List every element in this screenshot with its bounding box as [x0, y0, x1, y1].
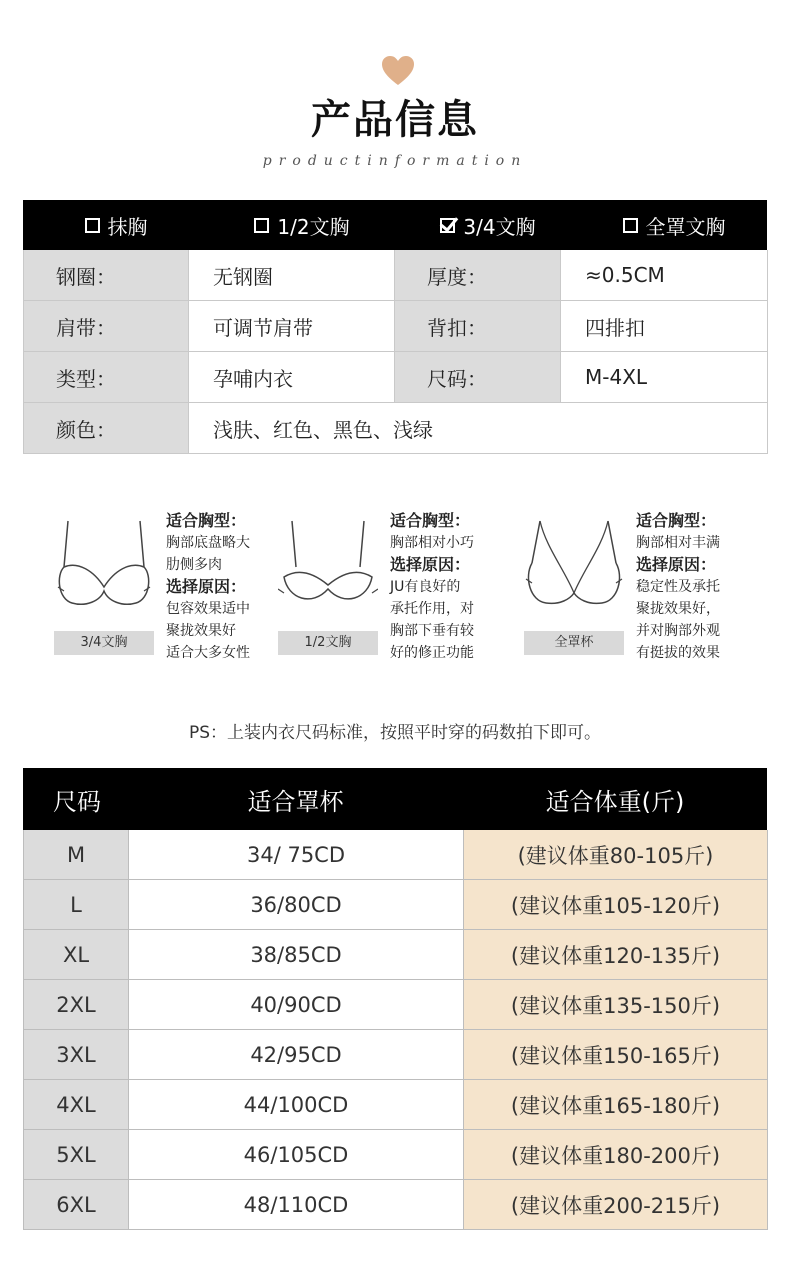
size-cell: 6XL — [24, 1180, 129, 1230]
checkbox-icon — [85, 218, 100, 233]
weight-cell: (建议体重105-120斤) — [464, 880, 768, 930]
fit-text: 胸部底盘略大 肋侧多肉 — [166, 535, 250, 573]
weight-cell: (建议体重120-135斤) — [464, 930, 768, 980]
size-table-header — [23, 768, 767, 830]
style-option-full-cup — [581, 211, 767, 240]
size-table — [23, 768, 767, 1230]
size-cell: 3XL — [24, 1030, 129, 1080]
ps-note: PS：上装内衣尺码标准，按照平时穿的码数拍下即可。 — [188, 723, 602, 743]
spec-grid — [23, 250, 767, 454]
spec-key: 背扣： — [395, 301, 561, 352]
weight-cell: (建议体重135-150斤) — [464, 980, 768, 1030]
spec-value: 浅肤、红色、黑色、浅绿 — [189, 403, 768, 454]
cup-cell: 44/100CD — [129, 1080, 464, 1130]
cup-cell: 34/ 75CD — [129, 830, 464, 880]
spec-key: 颜色： — [24, 403, 189, 454]
weight-cell: (建议体重80-105斤) — [464, 830, 768, 880]
style-option-strapless — [23, 211, 209, 240]
style-option-label: 抹胸 — [107, 214, 148, 239]
style-option-label: 3/4文胸 — [463, 214, 536, 239]
header-size: 尺码 — [53, 787, 101, 816]
size-cell: 4XL — [24, 1080, 129, 1130]
style-option-label: 1/2文胸 — [277, 214, 350, 239]
spec-value: ≈0.5CM — [561, 250, 768, 301]
header-weight: 适合体重(斤) — [545, 787, 685, 816]
fit-text: 胸部相对小巧 — [390, 535, 474, 551]
reason-text: 包容效果适中 聚拢效果好 适合大多女性 — [166, 601, 250, 661]
style-option-three-quarter-cup — [395, 211, 581, 240]
reason-text: JU有良好的 承托作用，对 胸部下垂有较 好的修正功能 — [390, 579, 474, 661]
cup-style-tag: 3/4文胸 — [54, 631, 154, 655]
style-options-bar — [23, 200, 767, 250]
weight-cell: (建议体重180-200斤) — [464, 1130, 768, 1180]
spec-key: 钢圈： — [24, 250, 189, 301]
spec-value: 四排扣 — [561, 301, 768, 352]
cup-style-tag: 全罩杯 — [524, 631, 624, 655]
weight-cell: (建议体重165-180斤) — [464, 1080, 768, 1130]
page-subtitle: productinformation — [262, 153, 528, 169]
spec-value: 孕哺内衣 — [189, 352, 395, 403]
header-cup: 适合罩杯 — [247, 787, 344, 816]
cup-cell: 46/105CD — [129, 1130, 464, 1180]
spec-key: 肩带： — [24, 301, 189, 352]
reason-text: 稳定性及承托 聚拢效果好， 并对胸部外观 有挺拔的效果 — [636, 579, 720, 661]
size-cell: L — [24, 880, 129, 930]
fit-heading: 适合胸型： — [166, 511, 247, 530]
cup-cell: 40/90CD — [129, 980, 464, 1030]
spec-key: 类型： — [24, 352, 189, 403]
bra-three-quarter-icon — [54, 517, 154, 609]
cup-style-description — [390, 510, 500, 664]
size-cell: M — [24, 830, 129, 880]
reason-heading: 选择原因： — [166, 577, 247, 596]
size-table-body — [23, 830, 767, 1230]
spec-key: 尺码： — [395, 352, 561, 403]
reason-heading: 选择原因： — [390, 555, 471, 574]
spec-value: 可调节肩带 — [189, 301, 395, 352]
checkbox-icon — [623, 218, 638, 233]
cup-cell: 48/110CD — [129, 1180, 464, 1230]
heart-icon — [380, 54, 416, 88]
checkbox-icon — [254, 218, 269, 233]
cup-style-description — [166, 510, 276, 664]
size-cell: 2XL — [24, 980, 129, 1030]
product-info-table — [23, 200, 767, 454]
cup-cell: 38/85CD — [129, 930, 464, 980]
fit-heading: 适合胸型： — [636, 511, 717, 530]
cup-cell: 36/80CD — [129, 880, 464, 930]
bra-full-cup-icon — [524, 517, 624, 609]
weight-cell: (建议体重150-165斤) — [464, 1030, 768, 1080]
style-option-half-cup — [209, 211, 395, 240]
cup-styles-section — [50, 505, 750, 675]
cup-style-description — [636, 510, 746, 664]
cup-style-tag: 1/2文胸 — [278, 631, 378, 655]
fit-text: 胸部相对丰满 — [636, 535, 720, 551]
bra-half-cup-icon — [278, 517, 378, 609]
page-title: 产品信息 — [311, 97, 479, 143]
cup-cell: 42/95CD — [129, 1030, 464, 1080]
checked-checkbox-icon — [440, 218, 455, 233]
weight-cell: (建议体重200-215斤) — [464, 1180, 768, 1230]
size-cell: XL — [24, 930, 129, 980]
spec-key: 厚度： — [395, 250, 561, 301]
spec-value: M-4XL — [561, 352, 768, 403]
size-cell: 5XL — [24, 1130, 129, 1180]
style-option-label: 全罩文胸 — [645, 214, 726, 239]
spec-value: 无钢圈 — [189, 250, 395, 301]
fit-heading: 适合胸型： — [390, 511, 471, 530]
reason-heading: 选择原因： — [636, 555, 717, 574]
